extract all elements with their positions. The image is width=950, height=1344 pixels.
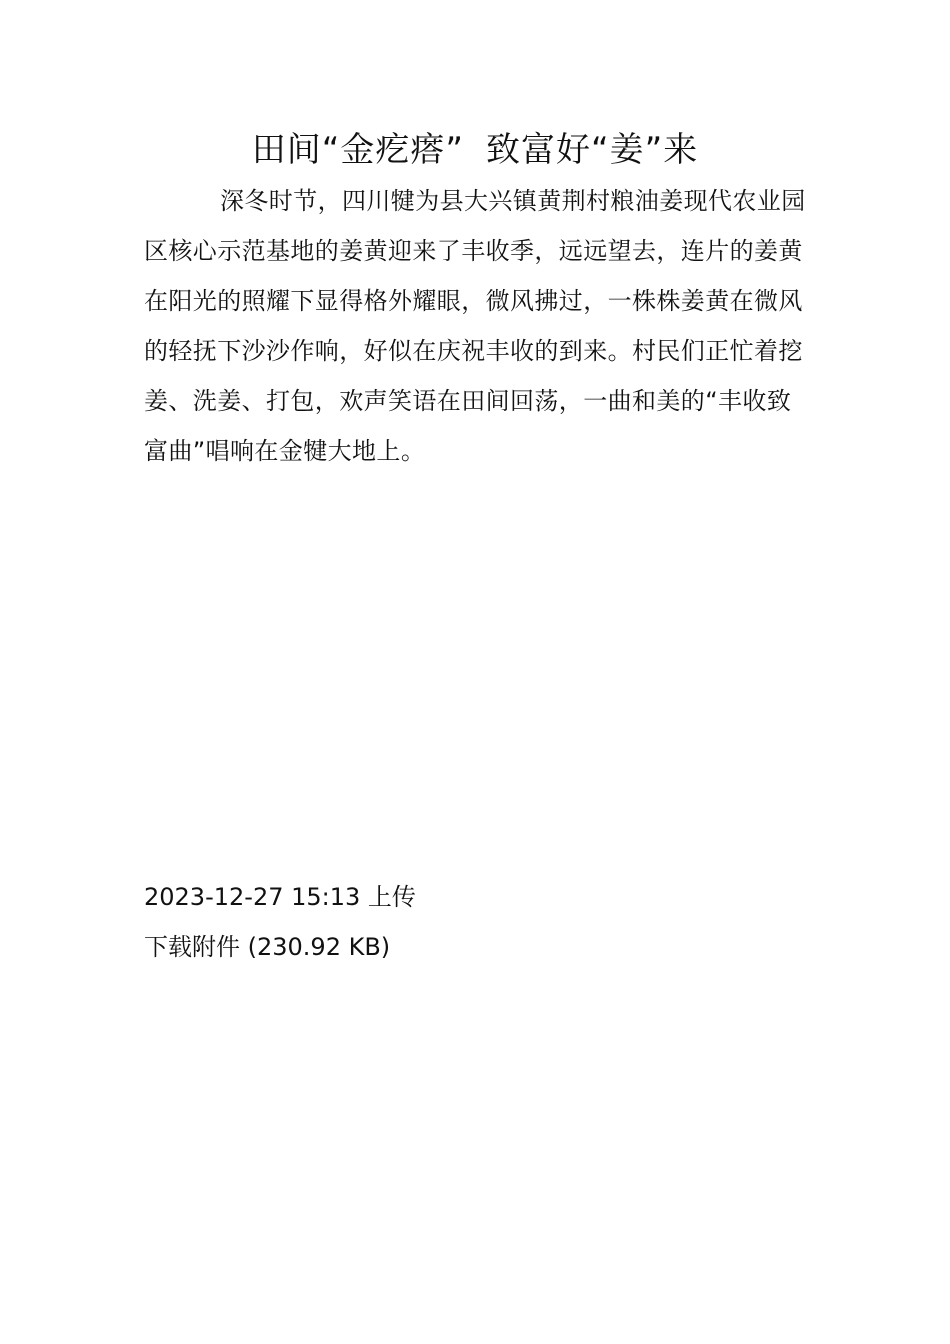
article-paragraph: 深冬时节，四川犍为县大兴镇黄荆村粮油姜现代农业园区核心示范基地的姜黄迎来了丰收季，远远望去，连片的姜黄在阳光的照耀下显得格外耀眼，微风拂过，一株株姜黄在微风的轻抚下沙沙作响，好似在庆祝丰收的到来。村民们正忙着挖姜、洗姜、打包，欢声笑语在田间回荡，一曲和美的“丰收致富曲”唱响在金犍大地上。 xyxy=(144,187,806,465)
attachment-meta xyxy=(144,872,416,972)
title-left: 田间“金疙瘩” xyxy=(251,130,464,170)
article-title xyxy=(0,122,950,178)
article-body xyxy=(144,176,810,476)
title-right: 致富好“姜”来 xyxy=(486,130,699,170)
download-attachment-link[interactable]: 下载附件 (230.92 KB) xyxy=(144,933,391,961)
upload-time: 2023-12-27 15:13 上传 xyxy=(144,883,416,911)
